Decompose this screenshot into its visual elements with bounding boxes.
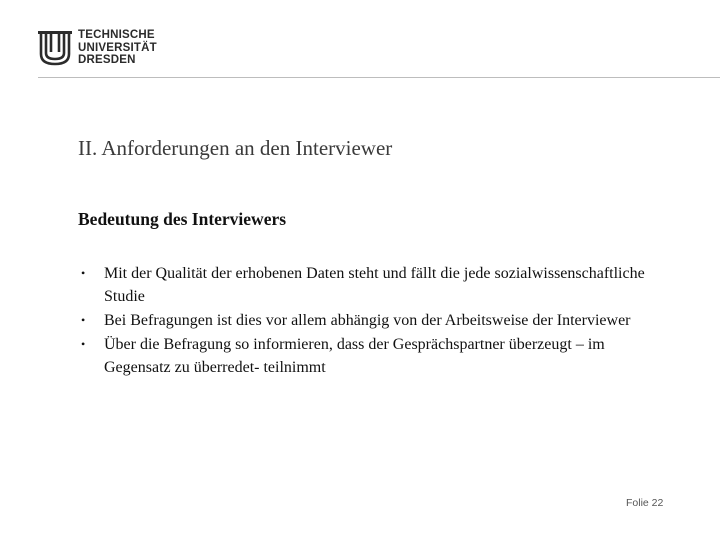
- bullet-item: [78, 262, 658, 308]
- slide-subtitle: Bedeutung des Interviewers: [78, 209, 287, 229]
- bullet-icon: •: [81, 313, 86, 327]
- tu-dresden-logo-icon: [38, 28, 72, 68]
- logo-line-1: TECHNISCHE: [78, 29, 155, 41]
- logo-wordmark: [78, 29, 157, 67]
- bullet-text: Über die Befragung so informieren, dass der Gesprächspartner überzeugt – im Gegensatz zu überredet- teilnimmt: [104, 336, 605, 376]
- bullet-list: [78, 262, 658, 380]
- bullet-text: Mit der Qualität der erhobenen Daten steht und fällt die jede sozialwissenschaftliche Studie: [104, 265, 645, 305]
- section-title: II. Anforderungen an den Interviewer: [78, 136, 393, 160]
- logo-line-2: UNIVERSITÄT: [78, 41, 157, 54]
- bullet-text: Bei Befragungen ist dies vor allem abhängig von der Arbeitsweise der Interviewer: [104, 312, 631, 329]
- header-divider: [38, 77, 720, 78]
- bullet-icon: •: [81, 266, 86, 280]
- bullet-icon: •: [81, 337, 86, 351]
- bullet-item: [78, 333, 658, 379]
- slide-number: Folie 22: [626, 497, 664, 509]
- bullet-item: [78, 309, 658, 332]
- university-logo: [38, 28, 168, 72]
- logo-line-3: DRESDEN: [78, 54, 136, 66]
